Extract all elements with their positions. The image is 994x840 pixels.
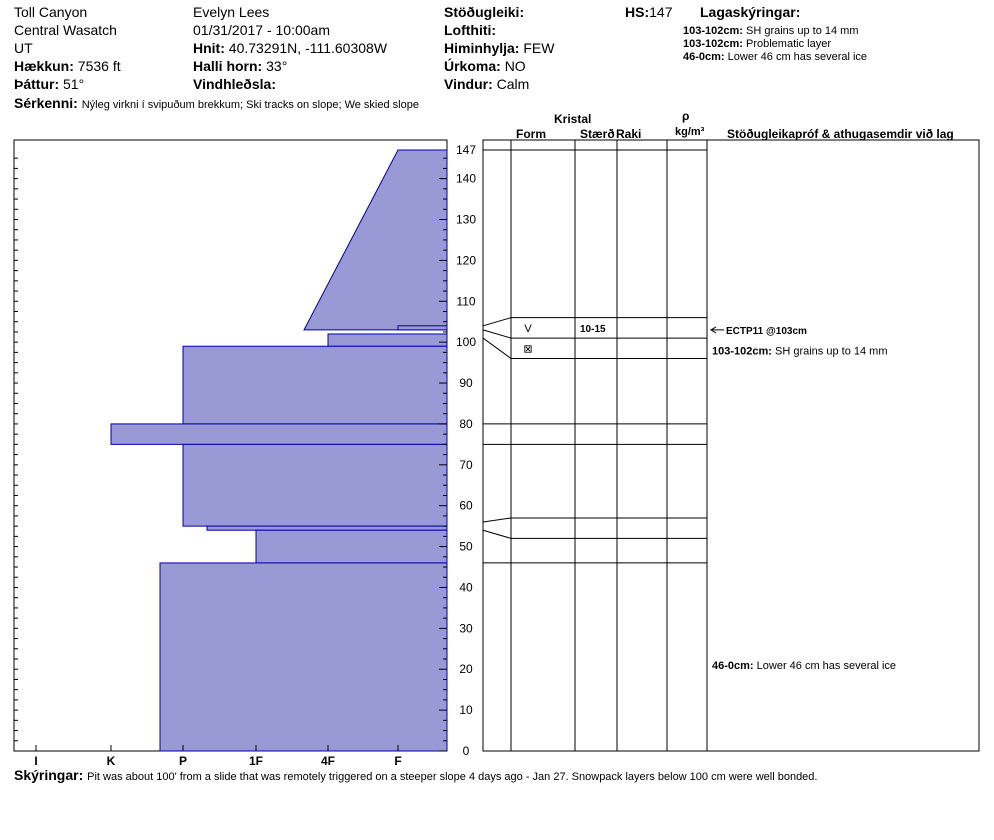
- snow-layer: [207, 526, 447, 530]
- grain-size: 10-15: [580, 323, 606, 335]
- snow-height: HS:147: [625, 4, 673, 20]
- depth-tick-label: 90: [459, 376, 473, 391]
- state-name: UT: [14, 40, 33, 56]
- slope-angle: Halli horn: 33°: [193, 58, 288, 74]
- snow-layer: [183, 346, 447, 424]
- depth-tick-label: 0: [462, 744, 470, 758]
- depth-tick-label: 40: [459, 580, 473, 595]
- layer-note: 46-0cm: Lower 46 cm has several ice: [683, 51, 868, 63]
- size-header: Stærð: [580, 127, 615, 141]
- depth-tick-label: 147: [455, 143, 477, 157]
- region-name: Central Wasatch: [14, 22, 117, 38]
- hardness-tick-label: F: [394, 754, 402, 768]
- hardness-tick-label: 4F: [320, 754, 336, 768]
- snow-layer: [160, 563, 447, 751]
- depth-tick-label: 80: [459, 416, 473, 431]
- depth-tick-label: 60: [459, 498, 473, 513]
- location-name: Toll Canyon: [14, 4, 88, 20]
- depth-tick-label: 110: [456, 294, 476, 309]
- depth-tick-label: 70: [459, 457, 473, 472]
- crystal-header: Kristal: [554, 112, 592, 126]
- grain-form: ⊠: [523, 343, 533, 356]
- tests-header: Stöðugleikapróf & athugasemdir við lag: [727, 127, 954, 141]
- form-header: Form: [516, 127, 546, 141]
- boundary-connector: [483, 518, 511, 522]
- hardness-tick-label: P: [178, 754, 188, 768]
- depth-tick-label: 10: [459, 703, 473, 718]
- snow-layer: [111, 424, 447, 444]
- air-temp-label: Lofthiti:: [444, 22, 497, 38]
- hardness-tick-label: I: [34, 754, 38, 768]
- observer-name: Evelyn Lees: [193, 4, 270, 20]
- depth-tick-label: 120: [455, 253, 477, 268]
- aspect: Þáttur: 51°: [14, 76, 85, 92]
- boundary-connector: [483, 530, 511, 538]
- depth-tick-label: 130: [455, 212, 477, 227]
- depth-tick-label: 30: [459, 621, 473, 636]
- layer-notes-title: Lagaskýringar:: [700, 4, 801, 20]
- hardness-tick-label: 1F: [248, 754, 264, 768]
- coordinates: Hnit: 40.73291N, -111.60308W: [193, 40, 388, 56]
- wind: Vindur: Calm: [444, 76, 530, 92]
- sky-cover: Himinhylja: FEW: [444, 40, 555, 56]
- elevation: Hækkun: 7536 ft: [14, 58, 121, 74]
- stability-test: ECTP11 @103cm: [726, 325, 807, 337]
- layer-note: 103-102cm: SH grains up to 14 mm: [683, 25, 859, 37]
- layer-comment: 46-0cm: Lower 46 cm has several ice: [712, 660, 897, 673]
- density-symbol: ρ: [682, 109, 690, 123]
- wind-loading: Vindhleðsla:: [193, 76, 276, 92]
- snow-layer: [256, 530, 447, 563]
- site-features: Sérkenni: Nýleg virkni í svipuðum brekkum; Ski tracks on slope; We skied slope: [14, 95, 419, 111]
- grain-form: V: [524, 322, 532, 335]
- snow-layer: [183, 444, 447, 526]
- boundary-connector: [483, 330, 511, 338]
- stability-label: Stöðugleiki:: [444, 4, 525, 20]
- moisture-header: Raki: [616, 127, 642, 141]
- precipitation: Úrkoma: NO: [444, 58, 526, 74]
- density-unit: kg/m³: [675, 126, 705, 138]
- layer-note: 103-102cm: Problematic layer: [683, 38, 831, 50]
- depth-tick-label: 20: [459, 662, 473, 677]
- layer-comment: 103-102cm: SH grains up to 14 mm: [712, 345, 888, 358]
- footer-comments: Skýringar: Pit was about 100' from a slide that was remotely triggered on a steeper slope 4 days ago - Jan 27. Snowpack layers below 100 cm were well bonded.: [14, 767, 818, 783]
- depth-tick-label: 50: [459, 539, 473, 554]
- observation-datetime: 01/31/2017 - 10:00am: [193, 22, 330, 38]
- hardness-tick-label: K: [106, 754, 116, 768]
- boundary-connector: [483, 338, 511, 358]
- depth-tick-label: 140: [455, 171, 477, 186]
- snow-layer: [328, 334, 447, 346]
- snow-layer: [398, 326, 447, 330]
- boundary-connector: [483, 318, 511, 326]
- depth-tick-label: 100: [455, 335, 477, 350]
